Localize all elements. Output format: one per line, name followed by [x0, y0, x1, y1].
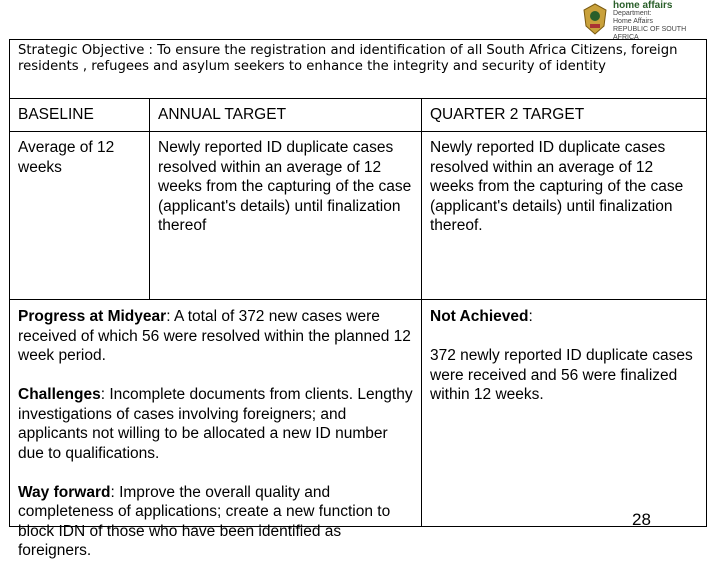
annual-target-value: Newly reported ID duplicate cases resolved within an average of 12 weeks from the capturing of the case (applicant's details) until finalization thereof: [150, 132, 422, 299]
challenges-label: Challenges: [18, 386, 101, 403]
way-forward-label: Way forward: [18, 483, 111, 501]
logo-line1: home affairs: [613, 0, 673, 11]
logo-text: [613, 2, 695, 42]
target-row: [10, 132, 706, 300]
header-row: [10, 99, 706, 132]
page-number: 28: [632, 510, 651, 529]
report-table: [9, 39, 707, 559]
dha-logo: [580, 0, 695, 41]
status-paragraph: [430, 307, 698, 327]
way-forward-text: : Improve the overall quality and completeness of applications; create a new function to block IDN of those who have been identified as foreigners.: [18, 483, 391, 559]
strategic-objective: Strategic Objective : To ensure the registration and identification of all South Africa Citizens, foreign residents , refugees and asylum seekers to enhance the integrity and security of identity: [10, 40, 706, 99]
logo-line2: Department:: [613, 10, 652, 17]
logo-line3: Home Affairs: [613, 18, 653, 25]
status-colon: :: [528, 308, 533, 325]
progress-text: : A total of 372 new cases were received of which 56 were resolved within the planned 12 week period.: [18, 308, 411, 364]
progress-label: Progress at Midyear: [18, 308, 167, 325]
quarter-target-value: Newly reported ID duplicate cases resolved within an average of 12 weeks from the capturing of the case (applicant's details) until finalization thereof.: [430, 139, 684, 234]
challenges-paragraph: [18, 385, 413, 463]
status-label: Not Achieved: [430, 308, 529, 325]
coat-of-arms-icon: [580, 2, 610, 36]
header-annual-target: ANNUAL TARGET: [150, 99, 422, 131]
header-baseline: BASELINE: [10, 99, 150, 131]
challenges-text: : Incomplete documents from clients. Lengthy investigations of cases involving foreigners; and applicants not willing to be allocated a new ID number due to qualifications.: [18, 386, 413, 462]
header-quarter-target: QUARTER 2 TARGET: [430, 106, 585, 123]
status-detail: 372 newly reported ID duplicate cases were received and 56 were finalized within 12 weeks.: [430, 347, 693, 403]
status-details: [422, 300, 706, 526]
way-forward-paragraph: [18, 483, 413, 561]
progress-details: [10, 300, 422, 559]
logo-line4: REPUBLIC OF SOUTH AFRICA: [613, 26, 687, 41]
progress-section: [10, 300, 706, 559]
baseline-value: Average of 12 weeks: [10, 132, 150, 299]
progress-paragraph: [18, 307, 413, 366]
